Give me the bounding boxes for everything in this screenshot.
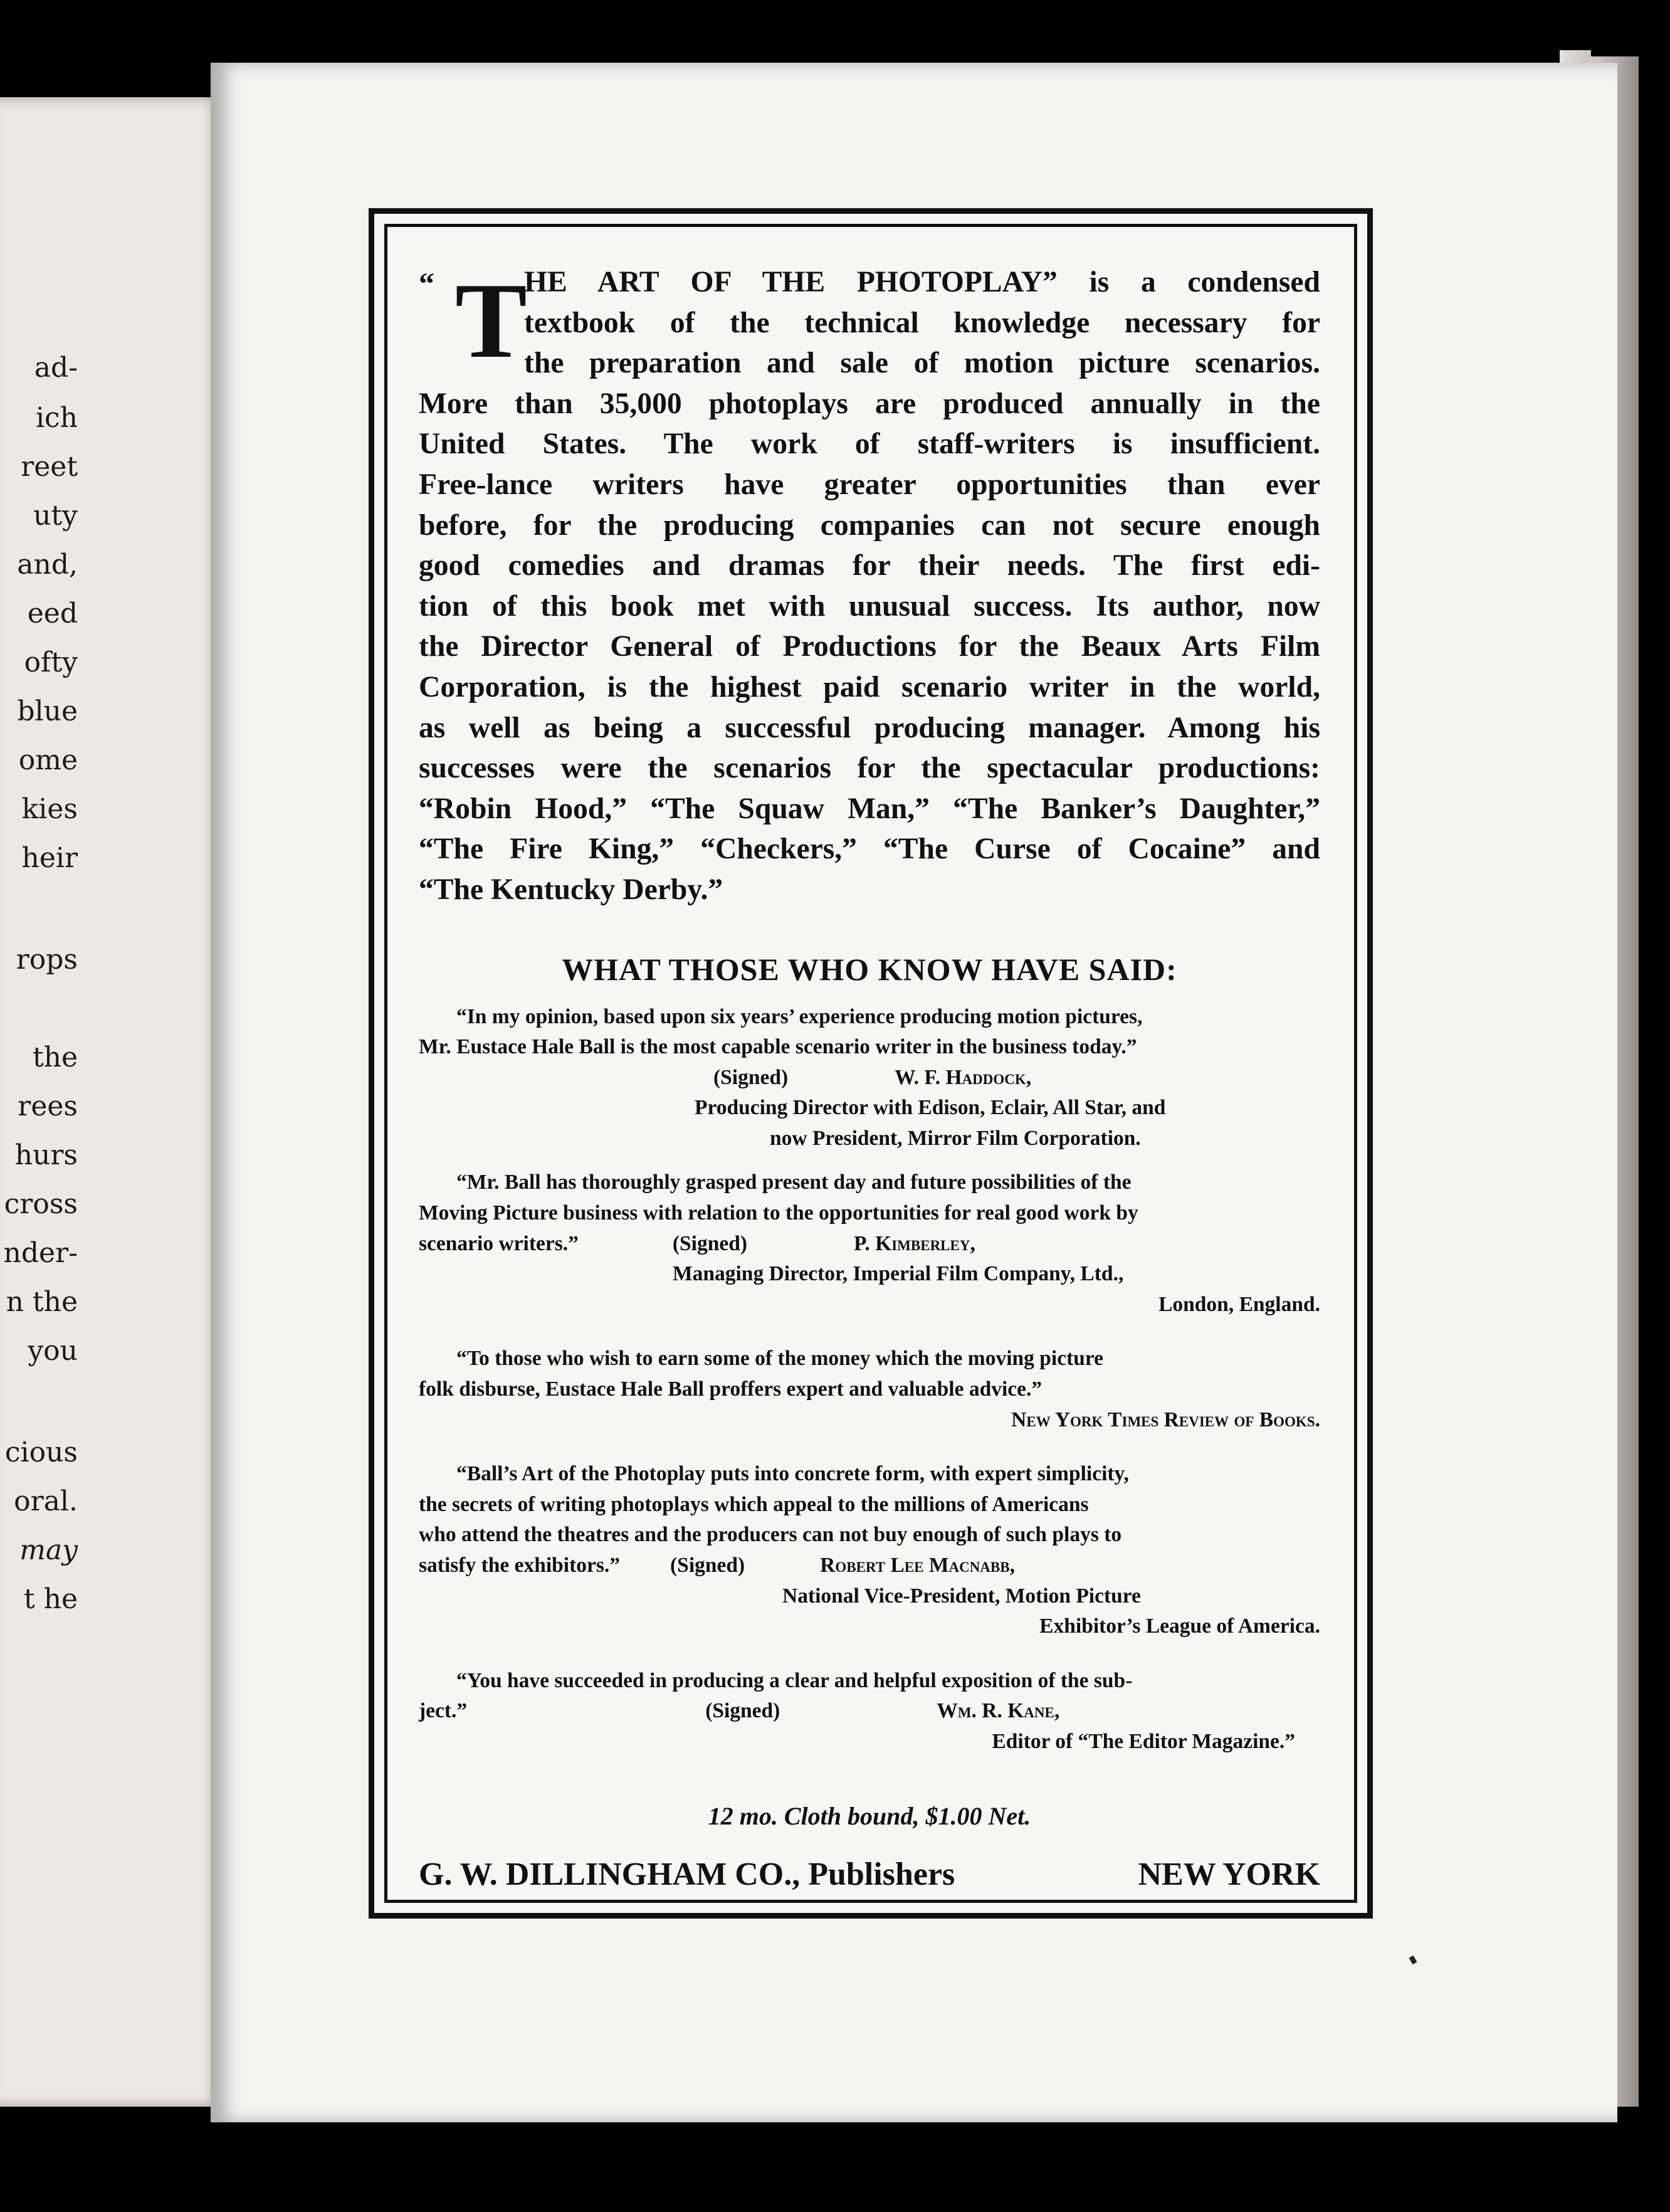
left-page-text-line: may xyxy=(19,1534,78,1566)
testimonial-quote-line: “To those who wish to earn some of the money which the moving picture xyxy=(456,1347,1103,1371)
testimonial-quote-line: Mr. Eustace Hale Ball is the most capable scenario writer in the business today.” xyxy=(419,1035,1137,1059)
review-source: New York Times Review of Books. xyxy=(1011,1408,1320,1431)
intro-line: textbook of the technical knowledge necessary for xyxy=(524,306,1320,339)
intro-line: as well as being a successful producing manager. Among his xyxy=(419,711,1320,744)
signer-title: National Vice-President, Motion Picture xyxy=(782,1584,1141,1608)
signer-title: Managing Director, Imperial Film Company, Ltd., xyxy=(673,1262,1124,1286)
left-page-text-line: rops xyxy=(16,944,78,976)
testimonial xyxy=(419,1666,1320,1757)
left-page-text-line: ome xyxy=(18,744,78,776)
signer-title: London, England. xyxy=(1158,1292,1320,1316)
testimonial-quote-line: ject.” xyxy=(419,1699,468,1723)
left-page-text-line: ofty xyxy=(24,646,78,678)
intro-line: More than 35,000 photoplays are produced annually in the xyxy=(419,387,1320,420)
intro-line: successes were the scenarios for the spectacular productions: xyxy=(419,752,1320,785)
advertisement-inner-border xyxy=(384,224,1357,1903)
intro-line: Corporation, is the highest paid scenario writer in the world, xyxy=(419,670,1320,703)
left-page-text-line: oral. xyxy=(14,1485,78,1517)
intro-line: good comedies and dramas for their needs. The first edi- xyxy=(419,549,1320,582)
left-page-text-line: cious xyxy=(4,1436,78,1468)
testimonial-quote-line: Moving Picture business with relation to the opportunities for real good work by xyxy=(419,1201,1138,1225)
testimonial-quote-line: satisfy the exhibitors.” xyxy=(419,1554,621,1577)
signer-name: Robert Lee Macnabb, xyxy=(820,1554,1015,1577)
signed-label: (Signed) xyxy=(705,1699,780,1723)
left-page-text-line: uty xyxy=(33,500,78,532)
testimonial-quote-line: folk disburse, Eustace Hale Ball proffers expert and valuable advice.” xyxy=(419,1377,1042,1401)
left-page-text-line: the xyxy=(32,1041,78,1073)
left-page-text-line: blue xyxy=(17,695,78,727)
left-page-text-line: cross xyxy=(4,1188,78,1220)
intro-line: Free-lance writers have greater opportunities than ever xyxy=(419,468,1320,501)
advertisement-frame xyxy=(369,208,1373,1919)
left-page-text-line: you xyxy=(28,1335,78,1367)
testimonial-signature xyxy=(419,1229,1320,1260)
publisher-line xyxy=(419,1856,1320,1893)
testimonial-signature xyxy=(419,1063,1320,1093)
testimonial-quote-line: “In my opinion, based upon six years’ experience producing motion pictures, xyxy=(456,1004,1143,1028)
signed-label: (Signed) xyxy=(672,1231,748,1255)
testimonial-signature xyxy=(419,1551,1320,1581)
left-page-text-line: rees xyxy=(18,1090,78,1122)
left-page-text-line: ad- xyxy=(34,352,78,384)
intro-line: “The Kentucky Derby.” xyxy=(419,873,723,906)
signer-title: Exhibitor’s League of America. xyxy=(1039,1614,1320,1638)
drop-cap: T xyxy=(455,261,527,381)
price-line: 12 mo. Cloth bound, $1.00 Net. xyxy=(708,1801,1031,1830)
left-page-text-line: t he xyxy=(23,1583,78,1615)
intro-line: before, for the producing companies can not secure enough xyxy=(419,508,1320,542)
testimonial-quote-line: the secrets of writing photoplays which appeal to the millions of Americans xyxy=(419,1492,1089,1516)
testimonial-signature xyxy=(419,1696,1320,1727)
intro-line: HE ART OF THE PHOTOPLAY” is a condensed xyxy=(524,266,1320,298)
publisher-city: NEW YORK xyxy=(1138,1856,1320,1892)
testimonial xyxy=(419,1002,1320,1154)
testimonial-quote-line: “Mr. Ball has thoroughly grasped present day and future possibilities of the xyxy=(456,1171,1132,1194)
testimonials-heading: WHAT THOSE WHO KNOW HAVE SAID: xyxy=(562,951,1177,987)
intro-line: “Robin Hood,” “The Squaw Man,” “The Banker’s Daughter,” xyxy=(419,792,1320,825)
testimonial-quote-line: scenario writers.” xyxy=(419,1231,579,1255)
testimonial xyxy=(419,1344,1320,1435)
publisher-name: G. W. DILLINGHAM CO., Publishers xyxy=(419,1856,955,1892)
intro-line: the preparation and sale of motion picture scenarios. xyxy=(524,347,1320,380)
testimonial-quote-line: “Ball’s Art of the Photoplay puts into concrete form, with expert simplicity, xyxy=(456,1462,1129,1486)
intro-open-quote: “ xyxy=(419,266,434,301)
testimonial-quote-line: who attend the theatres and the producers can not buy enough of such plays to xyxy=(419,1523,1122,1547)
left-page-text-line: heir xyxy=(21,842,78,874)
signer-name: W. F. Haddock, xyxy=(895,1065,1032,1089)
signer-title: Producing Director with Edison, Eclair, All Star, and xyxy=(695,1096,1166,1120)
signer-title: Editor of “The Editor Magazine.” xyxy=(992,1729,1295,1753)
signer-title: now President, Mirror Film Corporation. xyxy=(770,1126,1141,1150)
left-page-text-line: hurs xyxy=(14,1139,78,1171)
signed-label: (Signed) xyxy=(670,1554,745,1577)
intro-line: United States. The work of staff-writers is insufficient. xyxy=(419,428,1320,461)
left-page-text-line: reet xyxy=(21,451,78,483)
intro-line: the Director General of Productions for the Beaux Arts Film xyxy=(419,630,1320,663)
left-page-text-line: kies xyxy=(21,793,78,825)
signer-name: Wm. R. Kane, xyxy=(937,1699,1060,1723)
advertisement-content xyxy=(419,261,1320,1892)
intro-paragraph xyxy=(419,262,1320,910)
left-page-text-line: ich xyxy=(35,402,78,434)
left-page xyxy=(0,97,226,2107)
testimonial-quote-line: “You have succeeded in producing a clear and helpful exposition of the sub- xyxy=(456,1668,1133,1692)
signed-label: (Signed) xyxy=(713,1065,789,1089)
left-page-text-line: eed xyxy=(27,598,78,629)
testimonial xyxy=(419,1167,1320,1320)
intro-line: “The Fire King,” “Checkers,” “The Curse of Cocaine” and xyxy=(419,833,1320,866)
signer-name: P. Kimberley, xyxy=(854,1231,975,1255)
left-page-text-line: and, xyxy=(17,549,78,581)
testimonial xyxy=(419,1459,1320,1642)
intro-line: tion of this book met with unusual success. Its author, now xyxy=(419,589,1320,623)
left-page-text-line: nder- xyxy=(3,1237,78,1269)
left-page-text-line: n the xyxy=(6,1286,78,1318)
